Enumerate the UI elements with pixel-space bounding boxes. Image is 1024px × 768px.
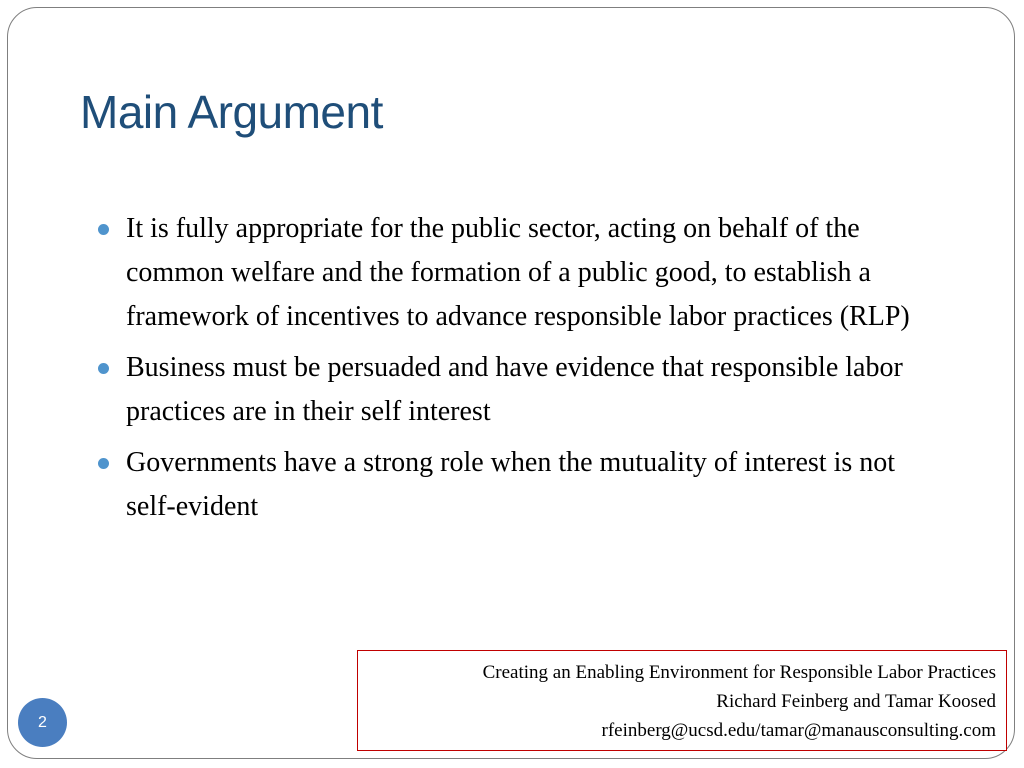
bullet-item	[96, 346, 946, 434]
slide-frame	[7, 7, 1015, 759]
bullet-text: Business must be persuaded and have evidence that responsible labor practices are in their self interest	[126, 352, 903, 427]
bullet-list	[96, 207, 946, 536]
citation-box	[357, 650, 1007, 751]
bullet-dot-icon	[98, 458, 109, 469]
citation-emails: rfeinberg@ucsd.edu/tamar@manausconsulting.com	[601, 720, 996, 741]
bullet-text: Governments have a strong role when the mutuality of interest is not self-evident	[126, 447, 896, 522]
citation-authors: Richard Feinberg and Tamar Koosed	[716, 691, 996, 712]
slide-title: Main Argument	[80, 86, 383, 138]
bullet-item	[96, 441, 946, 529]
slide-number-badge: 2	[18, 698, 67, 747]
bullet-item	[96, 207, 946, 339]
bullet-dot-icon	[98, 363, 109, 374]
citation-title: Creating an Enabling Environment for Responsible Labor Practices	[482, 662, 996, 683]
bullet-dot-icon	[98, 224, 109, 235]
bullet-text: It is fully appropriate for the public sector, acting on behalf of the common welfare and the formation of a public good, to establish a framework of incentives to advance responsible labor practices (RLP)	[126, 213, 910, 332]
